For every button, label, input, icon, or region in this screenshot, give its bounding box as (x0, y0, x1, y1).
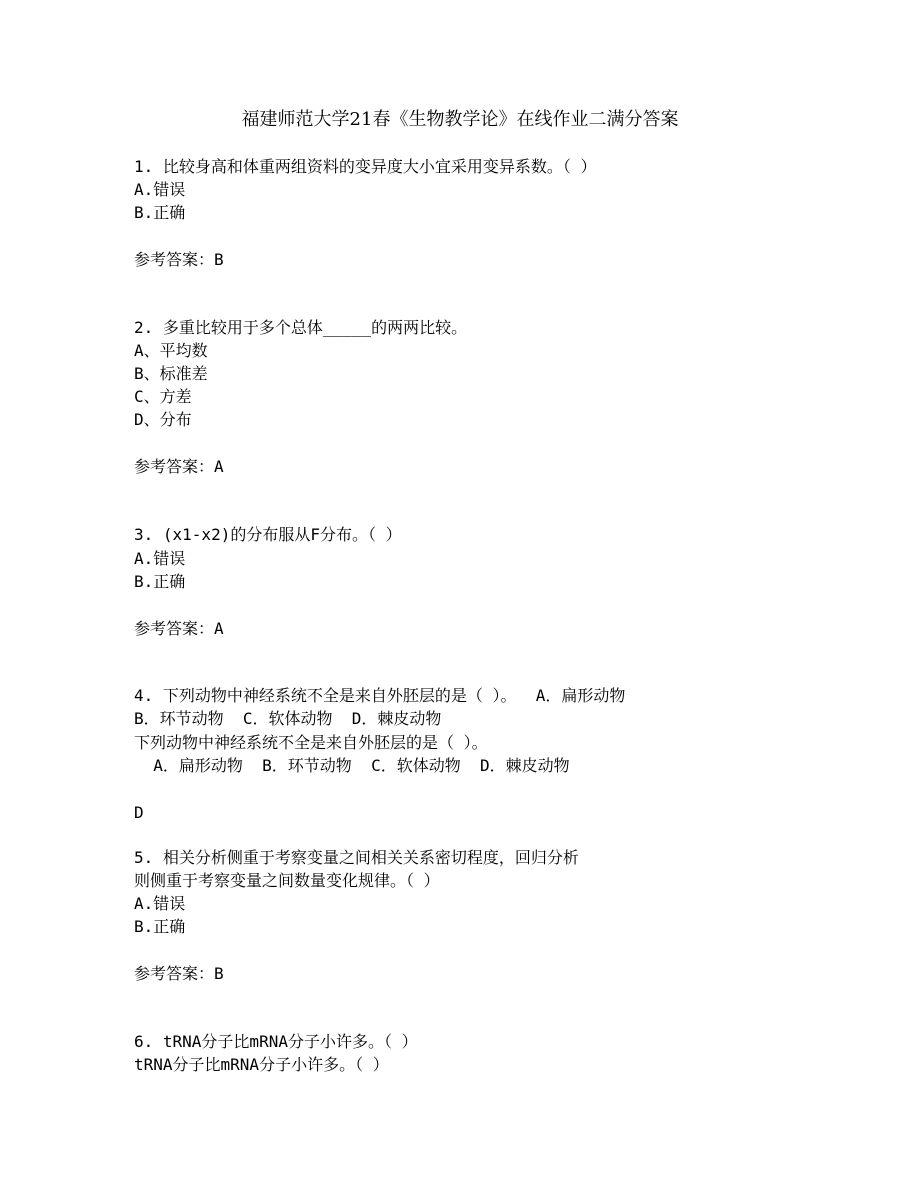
option-b: B.正确 (134, 572, 186, 591)
option-a: A.错误 (134, 549, 186, 568)
option-b: B.正确 (134, 203, 186, 222)
answer-line: 参考答案：B (134, 964, 224, 983)
question-stem: 2. 多重比较用于多个总体_____的两两比较。 (134, 318, 468, 337)
option-b: B、标准差 (134, 364, 208, 383)
option-a: A.错误 (134, 894, 186, 913)
question-stem: 下列动物中神经系统不全是来自外胚层的是（ ）。 (134, 733, 488, 752)
option-c: C、方差 (134, 387, 192, 406)
answer-line: 参考答案：A (134, 457, 224, 476)
option-b: B.正确 (134, 917, 186, 936)
question-stem: 1. 比较身高和体重两组资料的变异度大小宜采用变异系数。（ ） (134, 157, 597, 176)
question-stem: 3. (x1-x2)的分布服从F分布。（ ） (134, 525, 402, 544)
question-stem: B．环节动物 C．软体动物 D．棘皮动物 (134, 709, 442, 728)
option-d: D、分布 (134, 410, 192, 429)
question-stem: 5. 相关分析侧重于考察变量之间相关关系密切程度，回归分析 (134, 848, 579, 867)
question-stem: 6. tRNA分子比mRNA分子小许多。（ ） (134, 1032, 418, 1051)
option-a: A、平均数 (134, 341, 208, 360)
answer-line: 参考答案：A (134, 619, 224, 638)
question-stem: 4. 下列动物中神经系统不全是来自外胚层的是（ ）。 A．扁形动物 (134, 686, 626, 705)
question-stem: tRNA分子比mRNA分子小许多。（ ） (134, 1055, 389, 1074)
question-stem: A．扁形动物 B．环节动物 C．软体动物 D．棘皮动物 (134, 756, 570, 775)
question-stem: 则侧重于考察变量之间数量变化规律。（ ） (134, 871, 440, 890)
answer-line: 参考答案：B (134, 250, 224, 269)
document-title: 福建师范大学21春《生物教学论》在线作业二满分答案 (241, 109, 679, 130)
option-a: A.错误 (134, 180, 186, 199)
answer-line: D (134, 803, 144, 822)
